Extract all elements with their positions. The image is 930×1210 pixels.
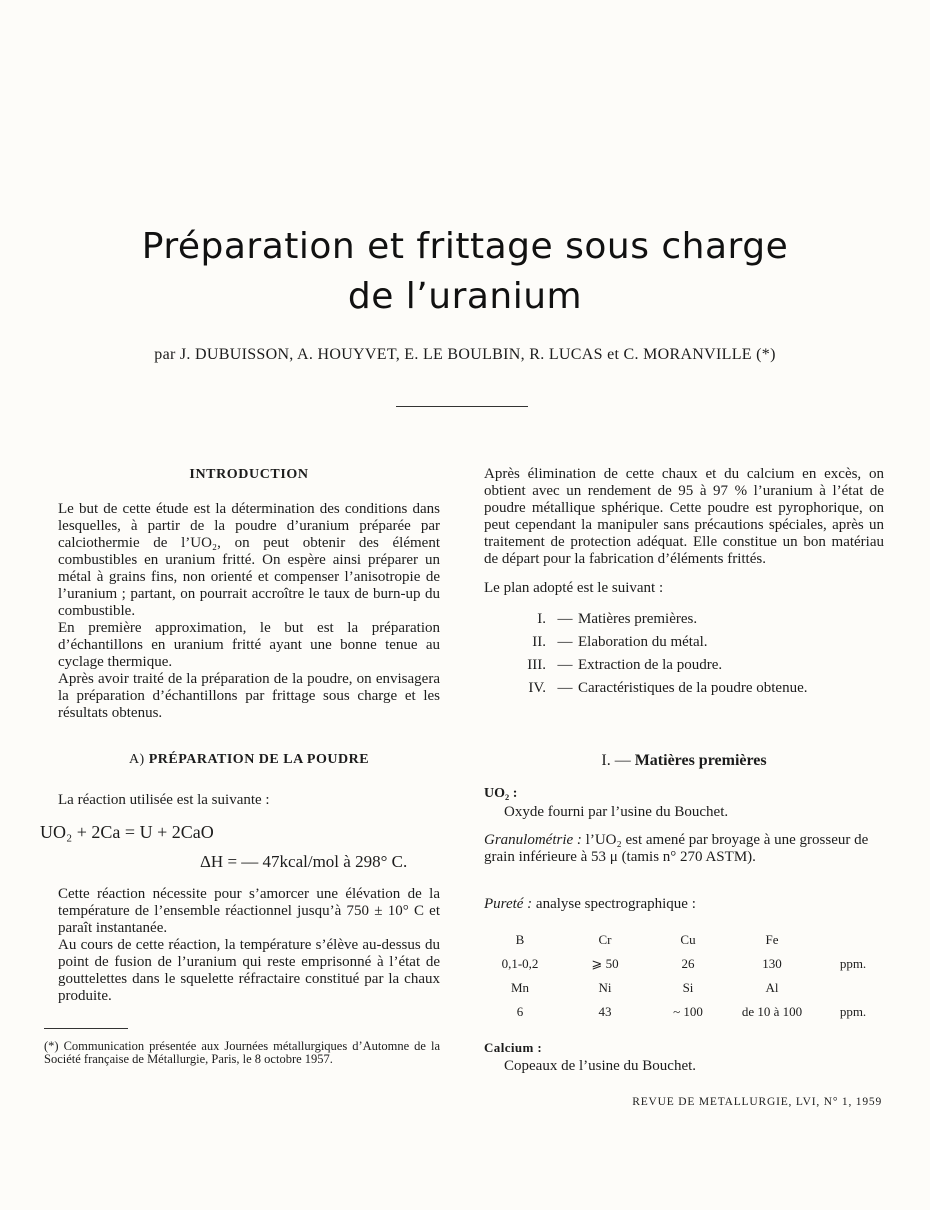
- spectro-cell: 0,1-0,2: [501, 956, 539, 971]
- reaction-enthalpy: ΔH = — 47kcal/mol à 298° C.: [200, 852, 408, 871]
- right-paragraph-1: Après élimination de cette chaux et du calcium en excès, on obtient avec un rendement de 95 à 97 % l’uranium à l’état de poudre métallique sphérique. Cette poudre est pyrophorique, on peut cependant la manipuler sans précautions spéciales, après un traitement de protection adéquat. Elle constitue un bon matériau de départ pour la fabrication d’éléments frittés.: [484, 466, 884, 567]
- spectro-cell: ppm.: [839, 956, 867, 971]
- purity: [484, 896, 696, 913]
- section-a-heading: [58, 752, 440, 768]
- section-a-title: PRÉPARATION DE LA POUDRE: [148, 752, 370, 767]
- plan-item: [484, 680, 884, 703]
- plan-item-number: I.: [537, 611, 546, 627]
- spectro-row: [484, 976, 884, 1000]
- spectro-cell: Cu: [680, 932, 696, 947]
- plan-item-number: IV.: [528, 680, 546, 696]
- introduction-section: [58, 466, 440, 722]
- reaction-equation: UO₂ + 2Ca = U + 2CaO: [40, 822, 214, 842]
- section-a-body: [58, 886, 440, 1005]
- spectro-row: [484, 1000, 884, 1024]
- spectro-cell: de 10 à 100: [741, 1004, 803, 1019]
- spectro-table: [484, 928, 884, 1024]
- plan-intro: Le plan adopté est le suivant :: [484, 580, 664, 596]
- title-divider: [396, 406, 528, 407]
- granulometry-text: l’UO₂ est amené par broyage à une grosseur de grain inférieure à 53 μ (tamis n° 270 ASTM).: [484, 832, 869, 865]
- plan-item-dash: —: [557, 657, 573, 673]
- section-a-paragraph-2: Au cours de cette réaction, la température s’élève au-dessus du point de fusion de l’uranium qui reste emprisonné à l’état de gouttelettes dans le squelette réfractaire constitué par la chaux produite.: [58, 937, 440, 1004]
- spectro-cell: Al: [765, 980, 779, 995]
- title-line-2: de l’uranium: [347, 276, 583, 317]
- calcium-text: Copeaux de l’usine du Bouchet.: [504, 1058, 697, 1074]
- title-line-1: Préparation et frittage sous charge: [141, 226, 789, 267]
- spectro-row: [484, 952, 884, 976]
- spectro-cell: 26: [681, 956, 695, 971]
- section-1-prefix: I. —: [601, 752, 631, 769]
- journal-reference: REVUE DE METALLURGIE, LVI, N° 1, 1959: [632, 1096, 882, 1108]
- granulometry: [484, 832, 884, 866]
- plan-item-text: Caractéristiques de la poudre obtenue.: [578, 680, 808, 696]
- intro-paragraph-1: Le but de cette étude est la détermination des conditions dans lesquelles, à partir de la poudre d’uranium préparée par calciothermie de l’UO₂, on peut obtenir des élément combustibles en uranium fritté. On espère ainsi préparer un métal à grains fins, non orienté et compenser l’anisotropie de l’uranium ; partant, on pourrait accroître le taux de burn-up du combustible.: [58, 501, 440, 619]
- authors: par J. DUBUISSON, A. HOUYVET, E. LE BOULBIN, R. LUCAS et C. MORANVILLE (*): [154, 346, 776, 363]
- plan-list: [484, 611, 884, 703]
- article-title: [0, 222, 930, 322]
- plan-item: [484, 634, 884, 657]
- section-1-heading: [484, 752, 884, 770]
- plan-item-text: Extraction de la poudre.: [578, 657, 723, 673]
- uo2-label: UO₂ :: [484, 786, 518, 801]
- plan-item-text: Matières premières.: [578, 611, 698, 627]
- uo2-text: Oxyde fourni par l’usine du Bouchet.: [504, 804, 729, 820]
- reaction-intro: La réaction utilisée est la suivante :: [58, 792, 270, 808]
- section-1-title: Matières premières: [634, 752, 767, 769]
- spectro-cell: ~ 100: [673, 1004, 703, 1019]
- plan-item-number: III.: [527, 657, 546, 673]
- section-a-paragraph-1: Cette réaction nécessite pour s’amorcer une élévation de la température de l’ensemble réactionnel jusqu’à 750 ± 10° C et paraît instantanée.: [58, 886, 440, 936]
- plan-item-text: Elaboration du métal.: [578, 634, 708, 650]
- spectro-cell: 130: [762, 956, 782, 971]
- footnote-divider: [44, 1028, 128, 1029]
- spectro-cell: 43: [598, 1004, 612, 1019]
- intro-paragraph-2: En première approximation, le but est la préparation d’échantillons en uranium fritté ayant une bonne tenue au cyclage thermique.: [58, 620, 440, 670]
- plan-item-dash: —: [557, 611, 573, 627]
- spectro-cell: B: [515, 932, 525, 947]
- right-column: [484, 466, 884, 703]
- section-a-prefix: A): [128, 752, 145, 767]
- plan-item-dash: —: [557, 634, 573, 650]
- plan-item-dash: —: [557, 680, 573, 696]
- spectro-cell: ⩾ 50: [591, 956, 619, 971]
- spectro-cell: Si: [682, 980, 694, 995]
- plan-item: [484, 611, 884, 634]
- introduction-heading: INTRODUCTION: [189, 467, 309, 482]
- purity-label: Pureté :: [484, 896, 533, 912]
- spectro-row: [484, 928, 884, 952]
- spectro-cell: Ni: [598, 980, 612, 995]
- spectro-cell: Mn: [510, 980, 530, 995]
- calcium-label: Calcium :: [484, 1040, 543, 1055]
- plan-item-number: II.: [532, 634, 546, 650]
- purity-text: analyse spectrographique :: [535, 896, 696, 912]
- plan-item: [484, 657, 884, 680]
- spectro-cell: 6: [516, 1004, 524, 1019]
- spectro-cell: ppm.: [839, 1004, 867, 1019]
- footnote: (*) Communication présentée aux Journées métallurgiques d’Automne de la Société française de Métallurgie, Paris, le 8 octobre 1957.: [44, 1039, 440, 1066]
- granulometry-label: Granulométrie :: [484, 832, 582, 848]
- spectro-cell: Fe: [765, 932, 779, 947]
- spectro-cell: Cr: [598, 932, 612, 947]
- intro-paragraph-3: Après avoir traité de la préparation de la poudre, on envisagera la préparation d’échantillons par frittage sous charge et les résultats obtenus.: [58, 671, 440, 721]
